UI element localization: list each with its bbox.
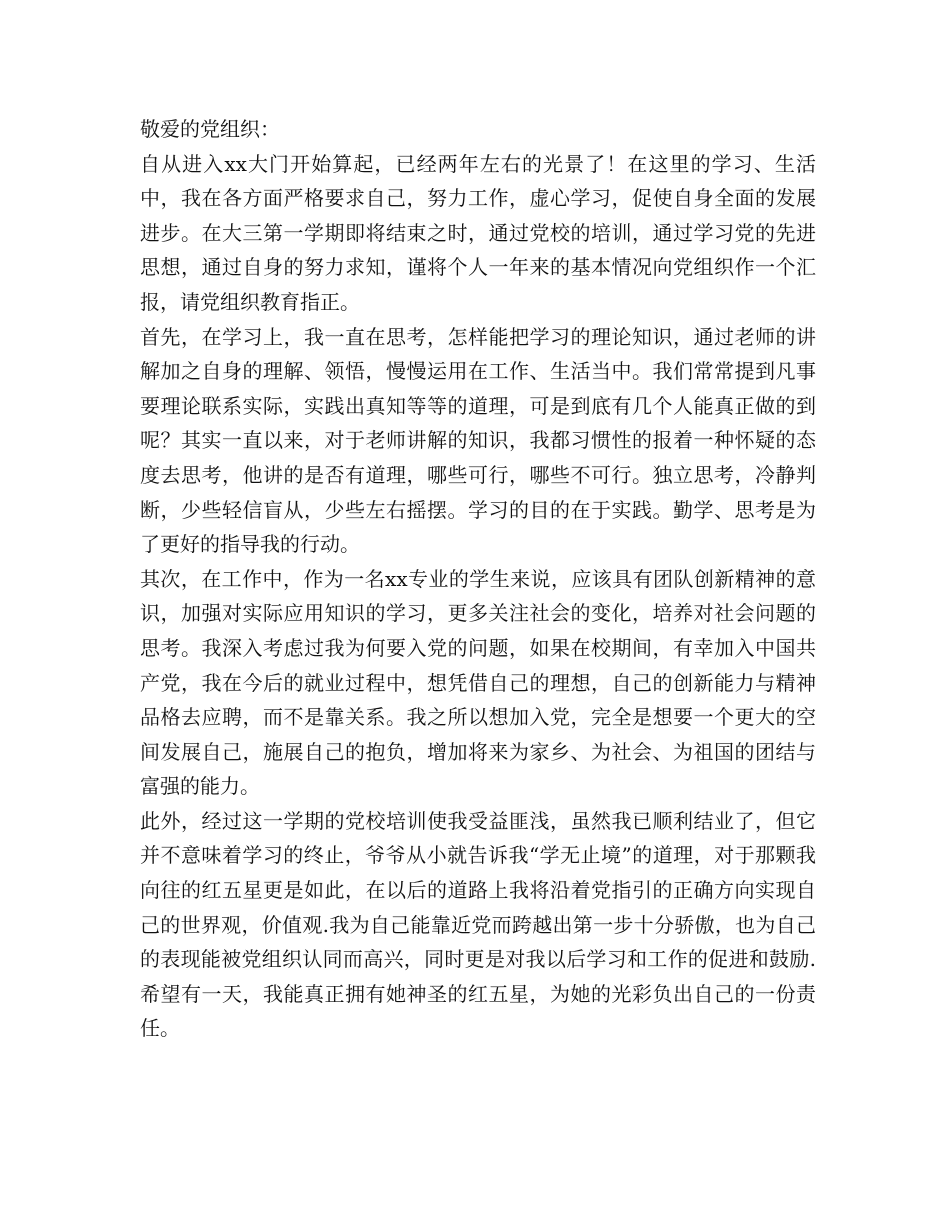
paragraph-intro: 自从进入xx大门开始算起，已经两年左右的光景了！在这里的学习、生活中，我在各方面严格要求自己，努力工作，虚心学习，促使自身全面的发展进步。在大三第一学期即将结束之时，通过党校的培训，通过学习党的先进思想，通过自身的努力求知，谨将个人一年来的基本情况向党组织作一个汇报，请党组织教育指正。 — [140, 151, 816, 314]
paragraph-conclusion: 此外，经过这一学期的党校培训使我受益匪浅，虽然我已顺利结业了，但它并不意味着学习的终止，爷爷从小就告诉我“学无止境”的道理，对于那颗我向往的红五星更是如此，在以后的道路上我将沿着党指引的正确方向实现自己的世界观，价值观.我为自己能靠近党而跨越出第一步十分骄傲，也为自己的表现能被党组织认同而高兴，同时更是对我以后学习和工作的促进和鼓励.希望有一天，我能真正拥有她神圣的红五星，为她的光彩负出自己的一份责任。 — [140, 808, 816, 1041]
paragraph-study: 首先，在学习上，我一直在思考，怎样能把学习的理论知识，通过老师的讲解加之自身的理解、领悟，慢慢运用在工作、生活当中。我们常常提到凡事要理论联系实际，实践出真知等等的道理，可是到底有几个人能真正做的到呢？其实一直以来，对于老师讲解的知识，我都习惯性的报着一种怀疑的态度去思考，他讲的是否有道理，哪些可行，哪些不可行。独立思考，冷静判断，少些轻信盲从，少些左右摇摆。学习的目的在于实践。勤学、思考是为了更好的指导我的行动。 — [140, 324, 816, 557]
paragraph-work: 其次，在工作中，作为一名xx专业的学生来说，应该具有团队创新精神的意识，加强对实际应用知识的学习，更多关注社会的变化，培养对社会问题的思考。我深入考虑过我为何要入党的问题，如果在校期间，有幸加入中国共产党，我在今后的就业过程中，想凭借自己的理想，自己的创新能力与精神品格去应聘，而不是靠关系。我之所以想加入党，完全是想要一个更大的空间发展自己，施展自己的抱负，增加将来为家乡、为社会、为祖国的团结与富强的能力。 — [140, 566, 816, 799]
salutation: 敬爱的党组织： — [140, 117, 280, 141]
document-body — [140, 112, 816, 1046]
